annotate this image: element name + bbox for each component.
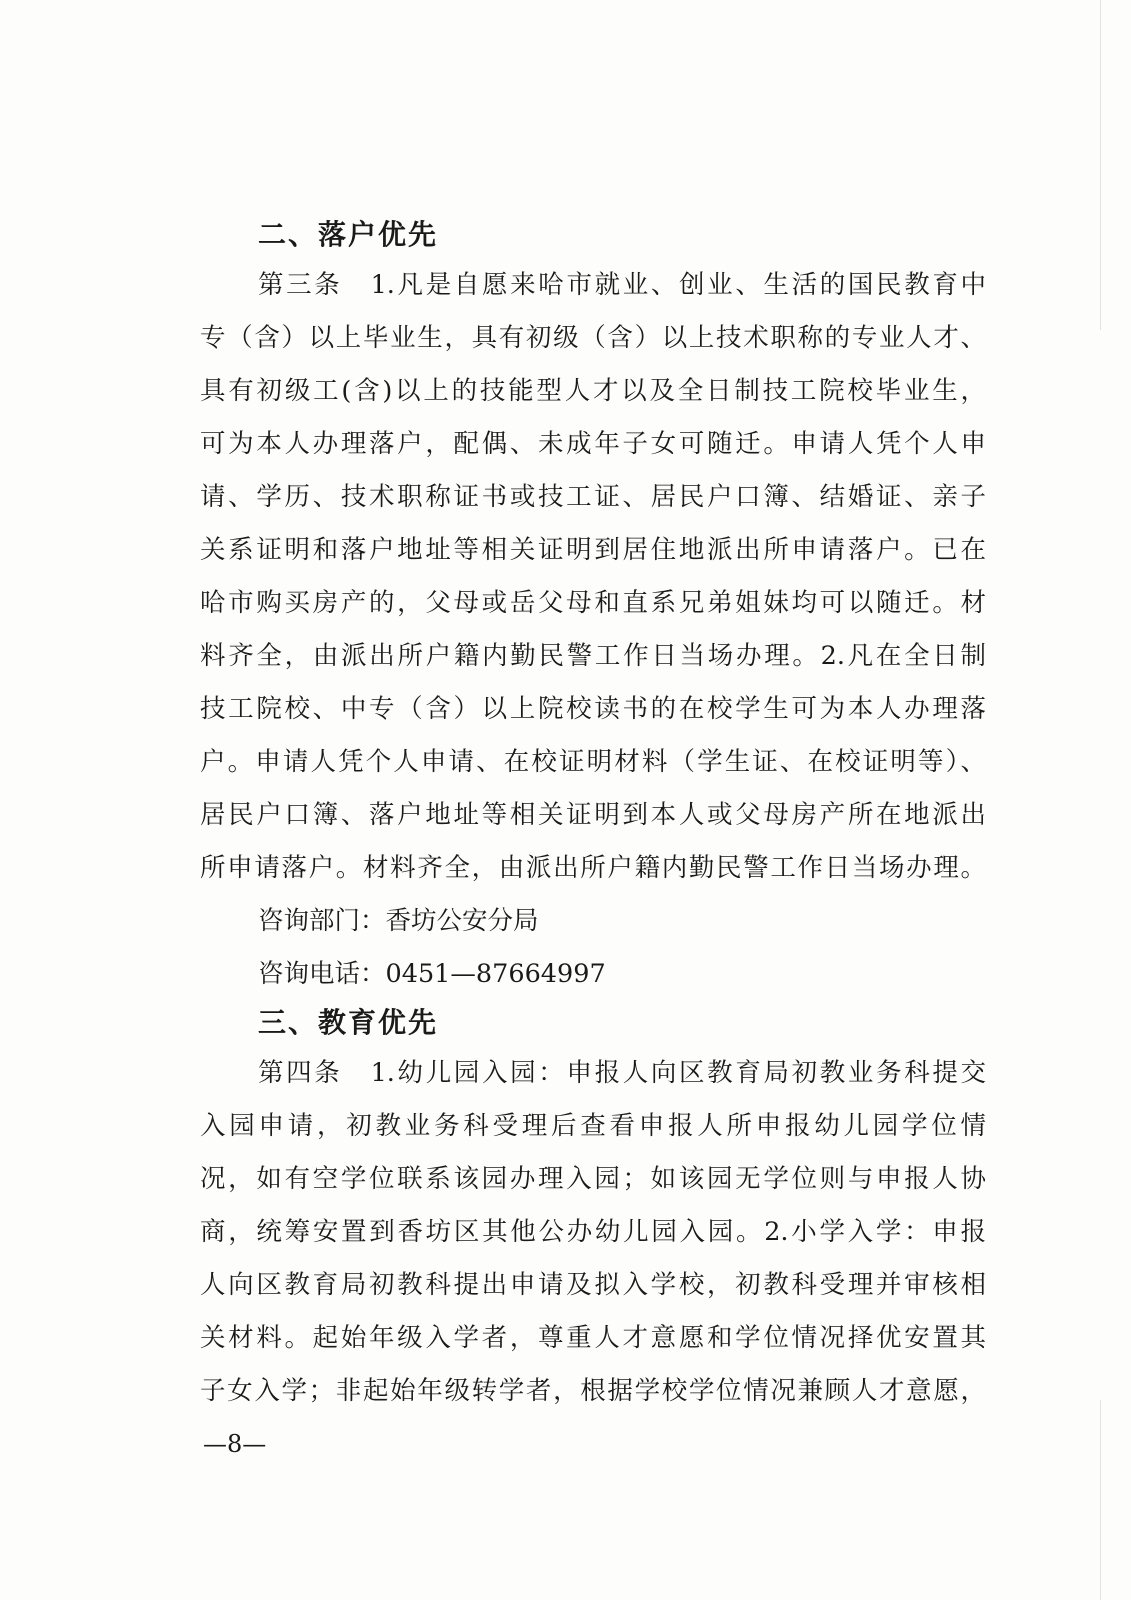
paragraph-line: 户。申请人凭个人申请、在校证明材料（学生证、在校证明等）、: [200, 747, 986, 777]
page-number: —8—: [203, 1430, 267, 1458]
paragraph-line: 所申请落户。材料齐全，由派出所户籍内勤民警工作日当场办理。: [200, 853, 986, 883]
paragraph-line: 请、学历、技术职称证书或技工证、居民户口簿、结婚证、亲子: [200, 482, 986, 512]
paragraph-line: 居民户口簿、落户地址等相关证明到本人或父母房产所在地派出: [200, 800, 986, 830]
section-heading-education: 三、教育优先: [258, 1006, 439, 1039]
paragraph-line: 哈市购买房产的，父母或岳父母和直系兄弟姐妹均可以随迁。材: [200, 588, 986, 618]
scan-edge-mark: [1100, 1400, 1101, 1600]
paragraph-line: 关材料。起始年级入学者，尊重人才意愿和学位情况择优安置其: [200, 1323, 986, 1353]
consult-department: 咨询部门：香坊公安分局: [258, 906, 539, 936]
paragraph-line: 可为本人办理落户，配偶、未成年子女可随迁。申请人凭个人申: [200, 429, 986, 459]
paragraph-line: 商，统筹安置到香坊区其他公办幼儿园入园。2.小学入学：申报: [200, 1217, 986, 1247]
paragraph-line: 入园申请，初教业务科受理后查看申报人所申报幼儿园学位情: [200, 1111, 986, 1141]
paragraph-line: 况，如有空学位联系该园办理入园；如该园无学位则与申报人协: [200, 1164, 986, 1194]
paragraph-line: 子女入学；非起始年级转学者，根据学校学位情况兼顾人才意愿，: [200, 1376, 986, 1406]
paragraph-line: 专（含）以上毕业生，具有初级（含）以上技术职称的专业人才、: [200, 323, 986, 353]
paragraph-line: 技工院校、中专（含）以上院校读书的在校学生可为本人办理落: [200, 694, 986, 724]
scan-edge-mark: [1100, 0, 1101, 330]
paragraph-line: 料齐全，由派出所户籍内勤民警工作日当场办理。2.凡在全日制: [200, 641, 986, 671]
paragraph-line: 人向区教育局初教科提出申请及拟入学校，初教科受理并审核相: [200, 1270, 986, 1300]
consult-phone: 咨询电话：0451—87664997: [258, 959, 606, 989]
paragraph-line: 关系证明和落户地址等相关证明到居住地派出所申请落户。已在: [200, 535, 986, 565]
paragraph-line: 第三条 1.凡是自愿来哈市就业、创业、生活的国民教育中: [258, 270, 986, 300]
paragraph-line: 第四条 1.幼儿园入园：申报人向区教育局初教业务科提交: [258, 1058, 986, 1088]
section-heading-settlement: 二、落户优先: [258, 218, 439, 251]
paragraph-line: 具有初级工(含)以上的技能型人才以及全日制技工院校毕业生，: [200, 376, 986, 406]
